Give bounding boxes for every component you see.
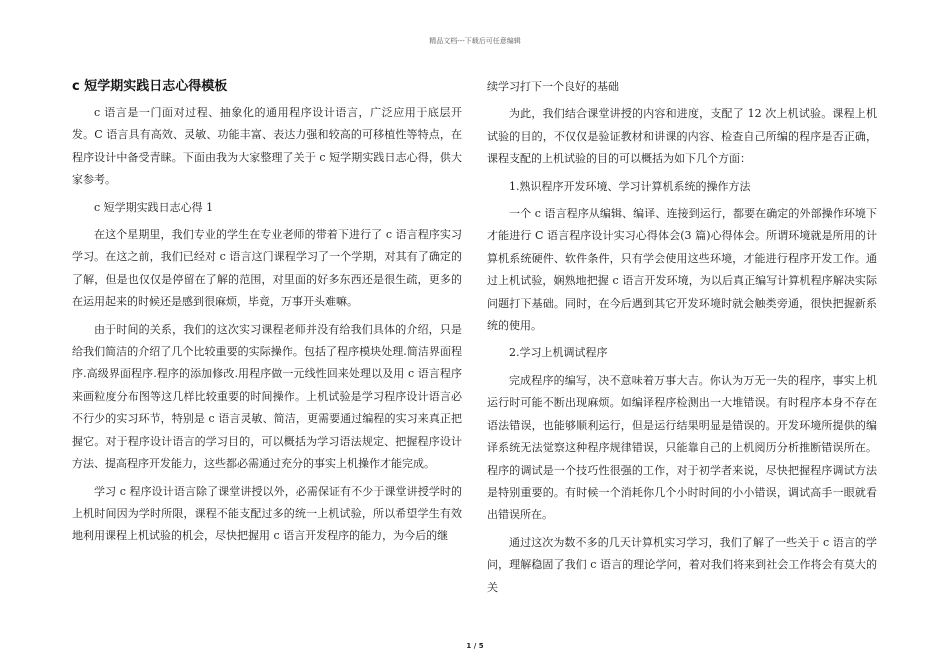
document-title: c 短学期实践日志心得模板	[72, 79, 228, 94]
right-column	[487, 76, 877, 604]
paragraph: 完成程序的编写，决不意味着万事大吉。你认为万无一失的程序，事实上机运行时可能不断出现麻烦。如编译程序检测出一大堆错误。有时程序本身不存在语法错误，也能够顺利运行，但是运行结果明显是错误的。开发环境所提供的编译系统无法觉察这种程序规律错误，只能靠自己的上机阅历分析推断错误所在。程序的调试是一个技巧性很强的工作，对于初学者来说，尽快把握程序调试方法是特别重要的。有时候一个消耗你几个小时时间的小小错误，调试高手一眼就看出错误所在。	[487, 373, 877, 522]
page-number: 1 / 5	[466, 642, 484, 650]
section-heading: 2.学习上机调试程序	[509, 346, 608, 360]
section-heading: 1.熟识程序开发环境、学习计算机系统的操作方法	[509, 179, 751, 193]
paragraph: c 语言是一门面对过程、抽象化的通用程序设计语言，广泛应用于底层开发。C 语言具有高效、灵敏、功能丰富、表达力强和较高的可移植性等特点，在程序设计中备受青睐。下面由我为大家整理了关于 c 短学期实践日志心得，供大家参考。	[72, 106, 462, 187]
paragraph: 为此，我们结合课堂讲授的内容和进度，支配了 12 次上机试验。课程上机试验的目的，不仅仅是验证教材和讲课的内容、检查自己所编的程序是否正确，课程支配的上机试验的目的可以概括为如下几个方面：	[487, 107, 877, 166]
paragraph: 学习 c 程序设计语言除了课堂讲授以外，必需保证有不少于课堂讲授学时的上机时间因为学时所限，课程不能支配过多的统一上机试验，所以希望学生有效地利用课程上机试验的机会，尽快把握用 c 语言开发程序的能力，为今后的继	[72, 484, 462, 543]
paragraph: 续学习打下一个良好的基础	[487, 80, 619, 93]
left-column	[72, 76, 462, 553]
paragraph: 一个 c 语言程序从编辑、编译、连接到运行，都要在确定的外部操作环境下才能进行 C 语言程序设计实习心得体会(3 篇)心得体会。所谓环境就是所用的计算机系统硬件、软件条件，只有学会使用这些环境，才能进行程序开发工作。通过上机试验，娴熟地把握 c 语言开发环境，为以后真正编写计算机程序解决实际问题打下基础。同时，在今后遇到其它开发环境时就会触类旁通，很快把握新系统的使用。	[487, 207, 877, 333]
paragraph: 由于时间的关系，我们的这次实习课程老师并没有给我们具体的介绍，只是给我们简洁的介绍了几个比较重要的实际操作。包括了程序模块处理.简洁界面程序.高级界面程序.程序的添加修改.用程序做一元线性回来处理以及用 c 语言程序来画粒度分布图等这几样比较重要的时间操作。上机试验是学习程序设计语言必不行少的实习环节，特别是 c 语言灵敏、简洁，更需要通过编程的实习来真正把握它。对于程序设计语言的学习目的，可以概括为学习语法规定、把握程序设计方法、提高程序开发能力，这些都必需通过充分的事实上机操作才能完成。	[72, 322, 462, 471]
section-heading: c 短学期实践日志心得 1	[94, 200, 214, 214]
page-header: 精品文档---下载后可任意编辑	[429, 37, 521, 45]
paragraph: 通过这次为数不多的几天计算机实习学习，我们了解了一些关于 c 语言的学问，理解稳固了我们 c 语言的理论学问，着对我们将来到社会工作将会有莫大的关	[487, 535, 877, 594]
paragraph: 在这个星期里，我们专业的学生在专业老师的带着下进行了 c 语言程序实习学习。在这之前，我们已经对 c 语言这门课程学习了一个学期，对其有了确定的了解，但是也仅仅是停留在了解的范围，对里面的好多东西还是很生疏，更多的在运用起来的时候还是感到很麻烦，毕竟，万事开头难嘛。	[72, 228, 462, 309]
